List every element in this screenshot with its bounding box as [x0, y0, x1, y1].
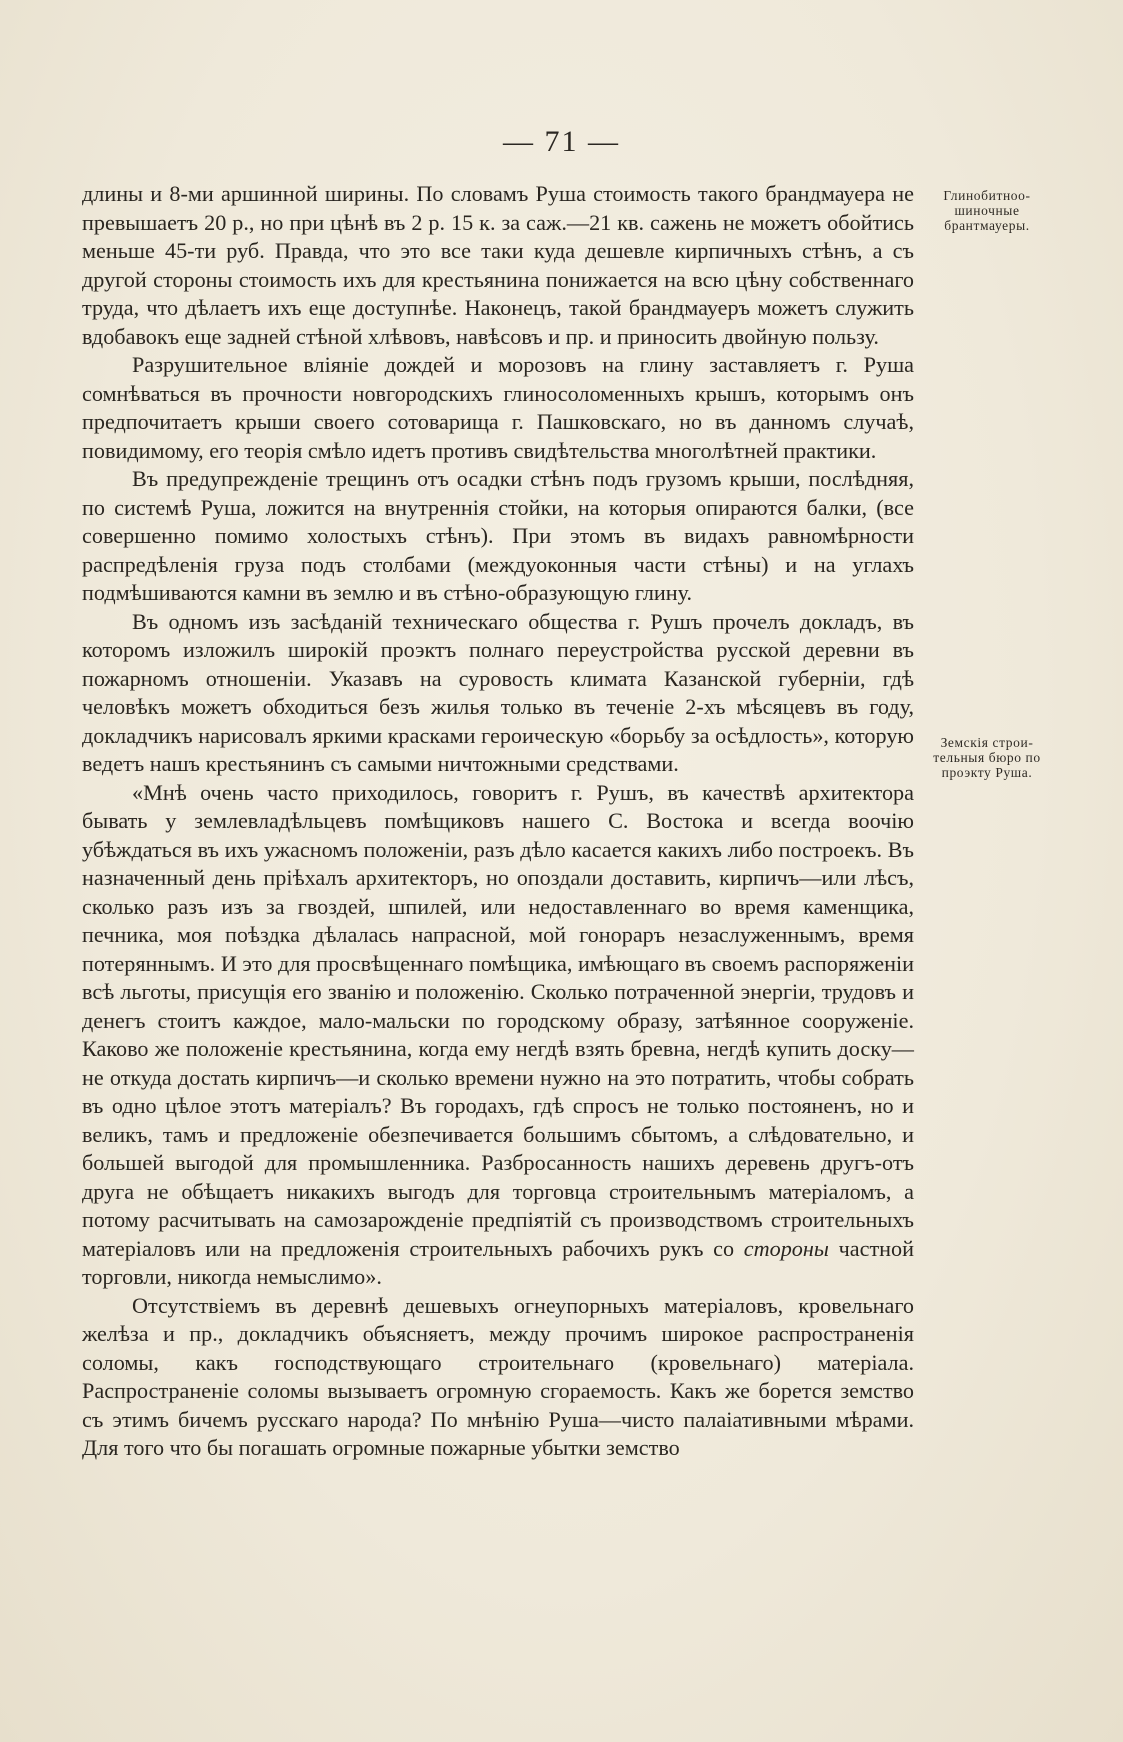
paragraph-5-italic: стороны: [743, 1235, 829, 1261]
margin-note-brandmauer: Глинобитноо-шиночные брантмауеры.: [943, 188, 1031, 233]
paragraph-1: длины и 8-ми аршинной ширины. По словамъ Руша стоимость такого брандмауера не превышаетъ 20 р., но при цѣнѣ въ 2 р. 15 к. за саж.—21 кв. сажень не можетъ обойтись меньше 45-ти руб. Правда, что это все таки куда дешевле кирпичныхъ стѣнъ, а съ другой стороны стоимость ихъ для крестьянина понижается на всю цѣну собственнаго труда, что дѣлаетъ ихъ еще доступнѣе. Наконецъ, такой брандмауеръ можетъ служить вдобавокъ еще задней стѣной хлѣвовъ, навѣсовъ и пр. и приносить двойную пользу.: [82, 181, 914, 349]
paragraph-5: [82, 779, 914, 1292]
paragraph-5-tail: частной торговли, никогда немыслимо».: [82, 1235, 914, 1289]
margin-note-bureau: Земскія строи-тельныя бюро по проэкту Руша.: [933, 735, 1041, 780]
paragraph-6: Отсутствіемъ въ деревнѣ дешевыхъ огнеупорныхъ матеріаловъ, кровельнаго желѣза и пр., докладчикъ объясняетъ, между прочимъ широкое распространенія соломы, какъ господствующаго строительнаго (кровельнаго) матеріала. Распространеніе соломы вызываетъ огромную сгораемость. Какъ же борется земство съ этимъ бичемъ русскаго народа? По мнѣнію Руша—чисто палаіативными мѣрами. Для того что бы погашать огромные пожарные убытки земство: [82, 1292, 914, 1460]
paragraph-2: Разрушительное вліяніе дождей и морозовъ на глину заставляетъ г. Руша сомнѣваться въ прочности новгородскихъ глиносоломенныхъ крышъ, которымъ онъ предпочитаетъ крыши своего сотоварища г. Пашковскаго, но въ данномъ случаѣ, повидимому, его теорія смѣло идетъ противъ свидѣтельства многолѣтней практики.: [82, 352, 914, 463]
body-text: [82, 180, 914, 1463]
paragraph-4: Въ одномъ изъ засѣданій техническаго общества г. Рушъ прочелъ докладъ, въ которомъ изложилъ широкій проэктъ полнаго переустройства русской деревни въ пожарномъ отношеніи. Указавъ на суровость климата Казанской губерніи, гдѣ человѣкъ можетъ обходиться безъ жилья только въ теченіе 2-хъ мѣсяцевъ въ году, докладчикъ нарисовалъ яркими красками героическую «борьбу за осѣдлость», которую ведетъ нашъ крестьянинъ съ самыми ничтожными средствами.: [82, 608, 914, 776]
paragraph-5-text: «Мнѣ очень часто приходилось, говоритъ г. Рушъ, въ качествѣ архитектора бывать у землевладѣльцевъ помѣщиковъ нашего С. Востока и всегда воочію убѣждаться въ ихъ ужасномъ положеніи, разъ дѣло касается какихъ либо построекъ. Въ назначенный день пріѣхалъ архитекторъ, но опоздали доставить, кирпичъ—или лѣсъ, сколько разъ изъ за гвоздей, шпилей, или недоставленнаго во время каменщика, печника, моя поѣздка дѣлалась напрасной, мой гонораръ незаслуженнымъ, время потеряннымъ. И это для просвѣщеннаго помѣщика, имѣющаго въ своемъ распоряженіи всѣ льготы, присущія его званію и положенію. Сколько потраченной энергіи, трудовъ и денегъ стоитъ каждое, мало-мальски по городскому образу, затѣянное сооруженіе. Каково же положеніе крестьянина, когда ему негдѣ взять бревна, негдѣ купить доску—не откуда достать кирпичъ—и сколько времени нужно на это потратить, чтобы собрать въ одно цѣлое этотъ матеріалъ? Въ городахъ, гдѣ спросъ не только постояненъ, но и великъ, тамъ и предложеніе обезпечивается большимъ сбытомъ, а слѣдовательно, и большей выгодой для промышленника. Разбросанность нашихъ деревень другъ-отъ друга не обѣщаетъ никакихъ выгодъ для торговца строительнымъ матеріаломъ, а потому расчитывать на самозарожденіе предпіятій съ производствомъ строительныхъ матеріаловъ или на предложенія строительныхъ рабочихъ рукъ со: [82, 779, 914, 1261]
paragraph-3: Въ предупрежденіе трещинъ отъ осадки стѣнъ подъ грузомъ крыши, послѣдняя, по системѣ Руша, ложится на внутреннія стойки, на которыя опираются балки, (все совершенно помимо холостыхъ стѣнъ). При этомъ въ видахъ равномѣрности распредѣленія груза подъ столбами (междуоконныя части стѣны) и на углахъ подмѣшиваются камни въ землю и въ стѣно-образующую глину.: [82, 466, 914, 605]
page-number: — 71 —: [503, 125, 620, 158]
